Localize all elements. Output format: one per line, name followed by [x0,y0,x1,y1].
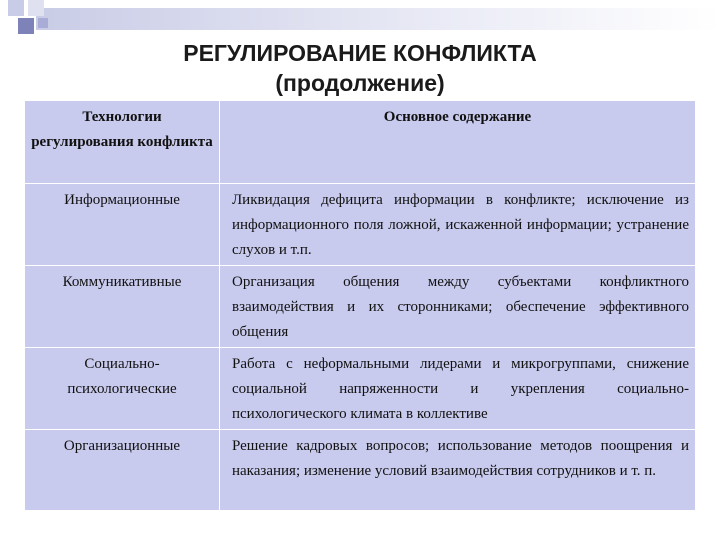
content-cell: Организация общения между субъектами конфликтного взаимодействия и их сторонниками; обеспечение эффективного общения [220,266,696,348]
regulation-table [24,100,696,511]
table-row [25,184,696,266]
decor-square-2 [28,0,44,16]
header-gradient-bar [36,8,720,30]
slide-title [0,38,720,98]
technology-cell: Информационные [25,184,220,266]
header-content: Основное содержание [220,101,696,184]
slide-title-line-1: РЕГУЛИРОВАНИЕ КОНФЛИКТА [183,40,537,66]
table-row [25,266,696,348]
technology-cell: Коммуникативные [25,266,220,348]
slide-title-line-2: (продолжение) [275,70,445,96]
content-cell: Работа с неформальными лидерами и микрогруппами, снижение социальной напряженности и укрепления социально-психологического климата в коллективе [220,348,696,430]
content-cell: Ликвидация дефицита информации в конфликте; исключение из информационного поля ложной, искаженной информации; устранение слухов и т.п. [220,184,696,266]
table-header-row [25,101,696,184]
header-technologies: Технологии регулирования конфликта [25,101,220,184]
content-cell: Решение кадровых вопросов; использование методов поощрения и наказания; изменение условий взаимодействия сотрудников и т. п. [220,430,696,511]
technology-cell: Социально-психологические [25,348,220,430]
decor-square-1 [8,0,24,16]
decor-square-4 [38,18,48,28]
decor-square-3 [18,18,34,34]
technology-cell: Организационные [25,430,220,511]
table-row [25,430,696,511]
table-row [25,348,696,430]
